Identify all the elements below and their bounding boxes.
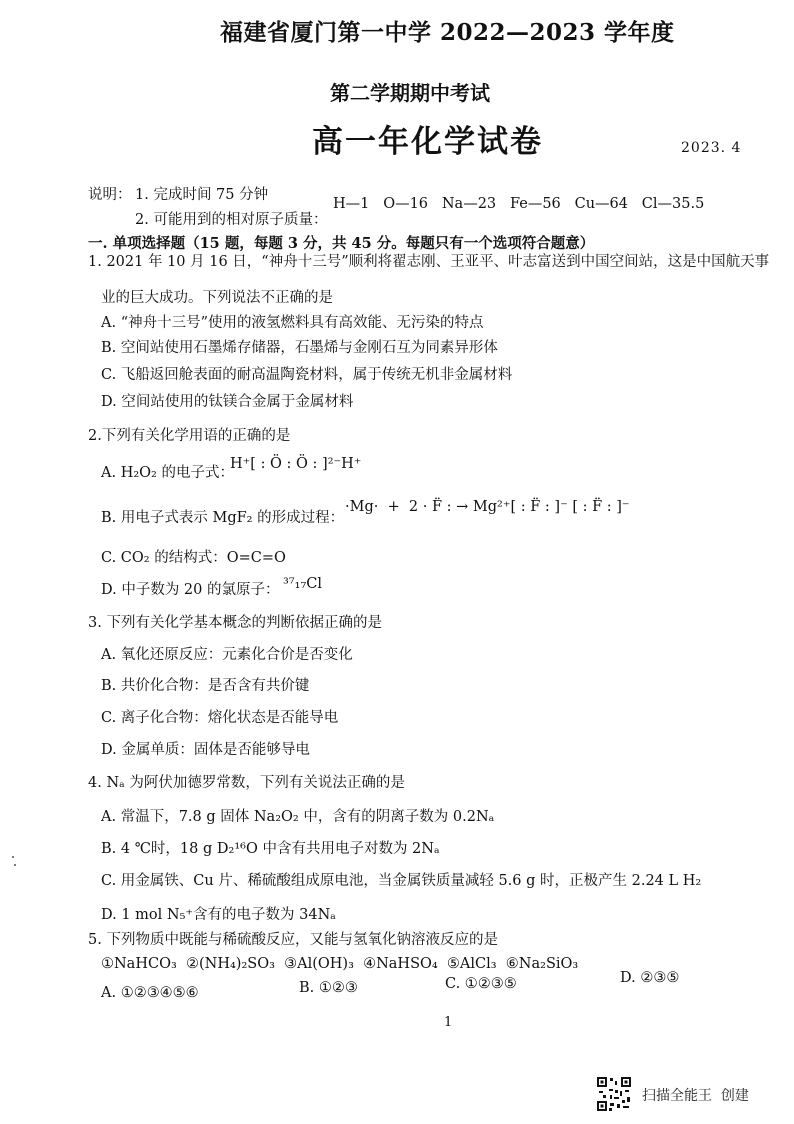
q1-option-d: D. 空间站使用的钛镁合金属于金属材料	[101, 394, 354, 410]
exam-title: 第二学期期中考试	[330, 81, 490, 105]
q2-option-a-prefix: A. H₂O₂ 的电子式：	[101, 465, 234, 481]
q4-option-c: C. 用金属铁、Cu 片、稀硫酸组成原电池，当金属铁质量减轻 5.6 g 时，正极产生 2.24 L H₂	[101, 873, 702, 889]
q5-option-d: D. ②③⑤	[620, 970, 680, 986]
section-1-title: 一. 单项选择题（15 题，每题 3 分，共 45 分。每题只有一个选项符合题意）	[88, 235, 595, 252]
page-number: 1	[444, 1015, 453, 1030]
q5-option-b: B. ①②③	[299, 980, 358, 996]
scan-speck	[12, 856, 14, 858]
q1-option-c: C. 飞船返回舱表面的耐高温陶瓷材料，属于传统无机非金属材料	[101, 367, 513, 383]
q3-stem: 3. 下列有关化学基本概念的判断依据正确的是	[88, 615, 382, 631]
school-title: 福建省厦门第一中学 2022—2023 学年度	[220, 19, 675, 46]
q2-option-d-prefix: D. 中子数为 20 的氯原子：	[101, 582, 280, 598]
q2-stem: 2.下列有关化学用语的正确的是	[88, 428, 291, 444]
notes-item-2-masses: H—1 O—16 Na—23 Fe—56 Cu—64 Cl—35.5	[333, 196, 705, 212]
q1-stem-line-2: 业的巨大成功。下列说法不正确的是	[101, 290, 333, 306]
scanner-watermark: 扫描全能王 创建	[642, 1088, 749, 1104]
q5-stem: 5. 下列物质中既能与稀硫酸反应，又能与氢氧化钠溶液反应的是	[88, 932, 498, 948]
q3-option-c: C. 离子化合物：熔化状态是否能导电	[101, 710, 339, 726]
q3-option-a: A. 氧化还原反应：元素化合价是否变化	[101, 647, 353, 663]
q2-option-b-prefix: B. 用电子式表示 MgF₂ 的形成过程：	[101, 510, 345, 526]
qr-code-icon	[596, 1076, 632, 1112]
notes-item-1: 1. 完成时间 75 分钟	[135, 187, 269, 203]
q5-substances: ①NaHCO₃ ②(NH₄)₂SO₃ ③Al(OH)₃ ④NaHSO₄ ⑤AlCl₃ ⑥Na₂SiO₃	[101, 956, 579, 972]
notes-label: 说明：	[88, 187, 132, 203]
q5-option-a: A. ①②③④⑤⑥	[101, 985, 199, 1001]
exam-date: 2023. 4	[681, 140, 742, 156]
q1-stem-line-1: 1. 2021 年 10 月 16 日，“神舟十三号”顺利将翟志刚、王亚平、叶志富送到中国空间站，这是中国航天事	[88, 254, 770, 270]
q4-option-b: B. 4 ℃时，18 g D₂¹⁶O 中含有共用电子对数为 2Nₐ	[101, 841, 440, 857]
q4-stem: 4. Nₐ 为阿伏加德罗常数，下列有关说法正确的是	[88, 775, 405, 791]
subject-title: 高一年化学试卷	[312, 124, 543, 160]
notes-item-2-prefix: 2. 可能用到的相对原子质量：	[135, 212, 328, 228]
q1-option-a: A. “神舟十三号”使用的液氢燃料具有高效能、无污染的特点	[101, 315, 484, 331]
q4-option-a: A. 常温下，7.8 g 固体 Na₂O₂ 中，含有的阴离子数为 0.2Nₐ	[101, 809, 495, 825]
q1-option-b: B. 空间站使用石墨烯存储器，石墨烯与金刚石互为同素异形体	[101, 340, 498, 356]
q5-option-c: C. ①②③⑤	[445, 976, 517, 992]
q4-option-d: D. 1 mol N₅⁺含有的电子数为 34Nₐ	[101, 907, 336, 923]
scan-speck	[14, 864, 16, 866]
q2-option-a-formula: H⁺[ : Ö : Ö : ]²⁻H⁺	[230, 456, 362, 472]
q2-option-d-formula: ³⁷₁₇Cl	[283, 576, 322, 592]
q2-option-b-formula: ·Mg· + 2 · F̈ : → Mg²⁺[ : F̈ : ]⁻ [ : F̈ : ]⁻	[345, 499, 630, 515]
q2-option-c: C. CO₂ 的结构式：O=C=O	[101, 550, 286, 566]
q3-option-b: B. 共价化合物：是否含有共价键	[101, 678, 310, 694]
q3-option-d: D. 金属单质：固体是否能够导电	[101, 742, 310, 758]
